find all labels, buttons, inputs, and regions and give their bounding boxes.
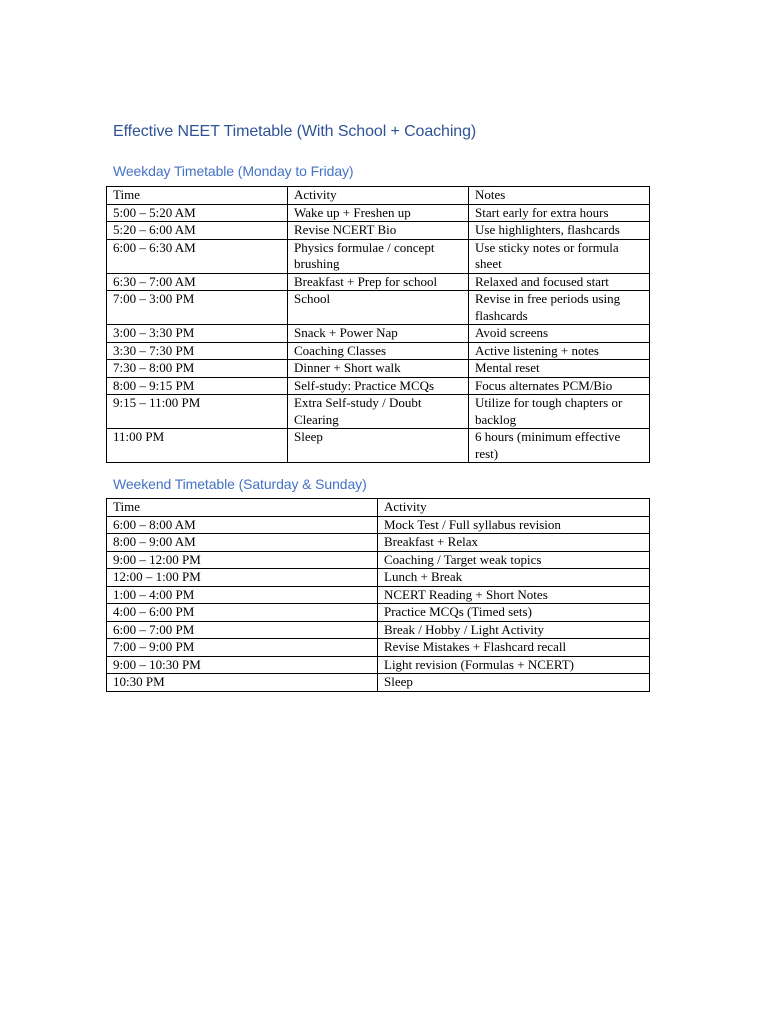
time-cell: 9:15 – 11:00 PM: [107, 395, 288, 429]
time-cell: 7:00 – 3:00 PM: [107, 291, 288, 325]
notes-cell: 6 hours (minimum effective rest): [469, 429, 650, 463]
table-row: [107, 551, 650, 569]
activity-cell: Sleep: [378, 674, 650, 692]
time-cell: 3:00 – 3:30 PM: [107, 325, 288, 343]
table-row: [107, 360, 650, 378]
weekday-header-row: [107, 187, 650, 205]
time-cell: 8:00 – 9:15 PM: [107, 377, 288, 395]
time-cell: 1:00 – 4:00 PM: [107, 586, 378, 604]
notes-cell: Avoid screens: [469, 325, 650, 343]
activity-cell: Lunch + Break: [378, 569, 650, 587]
time-cell: 9:00 – 10:30 PM: [107, 656, 378, 674]
table-row: [107, 395, 650, 429]
activity-cell: Wake up + Freshen up: [288, 204, 469, 222]
table-row: [107, 429, 650, 463]
activity-cell: Coaching Classes: [288, 342, 469, 360]
table-row: [107, 273, 650, 291]
activity-cell: Extra Self-study / Doubt Clearing: [288, 395, 469, 429]
time-cell: 10:30 PM: [107, 674, 378, 692]
time-cell: 6:30 – 7:00 AM: [107, 273, 288, 291]
table-row: [107, 534, 650, 552]
activity-cell: Break / Hobby / Light Activity: [378, 621, 650, 639]
activity-cell: Sleep: [288, 429, 469, 463]
time-cell: 5:20 – 6:00 AM: [107, 222, 288, 240]
time-cell: 9:00 – 12:00 PM: [107, 551, 378, 569]
notes-cell: Mental reset: [469, 360, 650, 378]
column-header: Activity: [378, 499, 650, 517]
notes-cell: Utilize for tough chapters or backlog: [469, 395, 650, 429]
notes-cell: Active listening + notes: [469, 342, 650, 360]
time-cell: 6:00 – 8:00 AM: [107, 516, 378, 534]
time-cell: 4:00 – 6:00 PM: [107, 604, 378, 622]
time-cell: 3:30 – 7:30 PM: [107, 342, 288, 360]
activity-cell: Revise Mistakes + Flashcard recall: [378, 639, 650, 657]
time-cell: 7:00 – 9:00 PM: [107, 639, 378, 657]
column-header: Activity: [288, 187, 469, 205]
table-row: [107, 639, 650, 657]
activity-cell: Breakfast + Prep for school: [288, 273, 469, 291]
notes-cell: Use sticky notes or formula sheet: [469, 239, 650, 273]
notes-cell: Use highlighters, flashcards: [469, 222, 650, 240]
table-row: [107, 291, 650, 325]
time-cell: 11:00 PM: [107, 429, 288, 463]
activity-cell: Practice MCQs (Timed sets): [378, 604, 650, 622]
notes-cell: Focus alternates PCM/Bio: [469, 377, 650, 395]
activity-cell: Coaching / Target weak topics: [378, 551, 650, 569]
activity-cell: School: [288, 291, 469, 325]
table-row: [107, 204, 650, 222]
activity-cell: Physics formulae / concept brushing: [288, 239, 469, 273]
weekday-heading: Weekday Timetable (Monday to Friday): [113, 163, 354, 179]
weekday-table: [106, 186, 650, 463]
activity-cell: Breakfast + Relax: [378, 534, 650, 552]
column-header: Time: [107, 187, 288, 205]
table-row: [107, 674, 650, 692]
activity-cell: Mock Test / Full syllabus revision: [378, 516, 650, 534]
time-cell: 8:00 – 9:00 AM: [107, 534, 378, 552]
table-row: [107, 239, 650, 273]
activity-cell: Snack + Power Nap: [288, 325, 469, 343]
table-row: [107, 222, 650, 240]
time-cell: 12:00 – 1:00 PM: [107, 569, 378, 587]
weekend-heading: Weekend Timetable (Saturday & Sunday): [113, 476, 367, 492]
activity-cell: Light revision (Formulas + NCERT): [378, 656, 650, 674]
time-cell: 6:00 – 7:00 PM: [107, 621, 378, 639]
notes-cell: Start early for extra hours: [469, 204, 650, 222]
activity-cell: Self-study: Practice MCQs: [288, 377, 469, 395]
time-cell: 5:00 – 5:20 AM: [107, 204, 288, 222]
weekend-header-row: [107, 499, 650, 517]
document-title: Effective NEET Timetable (With School + Coaching): [113, 123, 477, 140]
column-header: Notes: [469, 187, 650, 205]
activity-cell: Revise NCERT Bio: [288, 222, 469, 240]
table-row: [107, 586, 650, 604]
time-cell: 7:30 – 8:00 PM: [107, 360, 288, 378]
time-cell: 6:00 – 6:30 AM: [107, 239, 288, 273]
notes-cell: Revise in free periods using flashcards: [469, 291, 650, 325]
table-row: [107, 325, 650, 343]
table-row: [107, 377, 650, 395]
activity-cell: Dinner + Short walk: [288, 360, 469, 378]
notes-cell: Relaxed and focused start: [469, 273, 650, 291]
table-row: [107, 342, 650, 360]
column-header: Time: [107, 499, 378, 517]
table-row: [107, 621, 650, 639]
table-row: [107, 516, 650, 534]
activity-cell: NCERT Reading + Short Notes: [378, 586, 650, 604]
table-row: [107, 569, 650, 587]
table-row: [107, 656, 650, 674]
table-row: [107, 604, 650, 622]
weekend-table: [106, 498, 650, 692]
